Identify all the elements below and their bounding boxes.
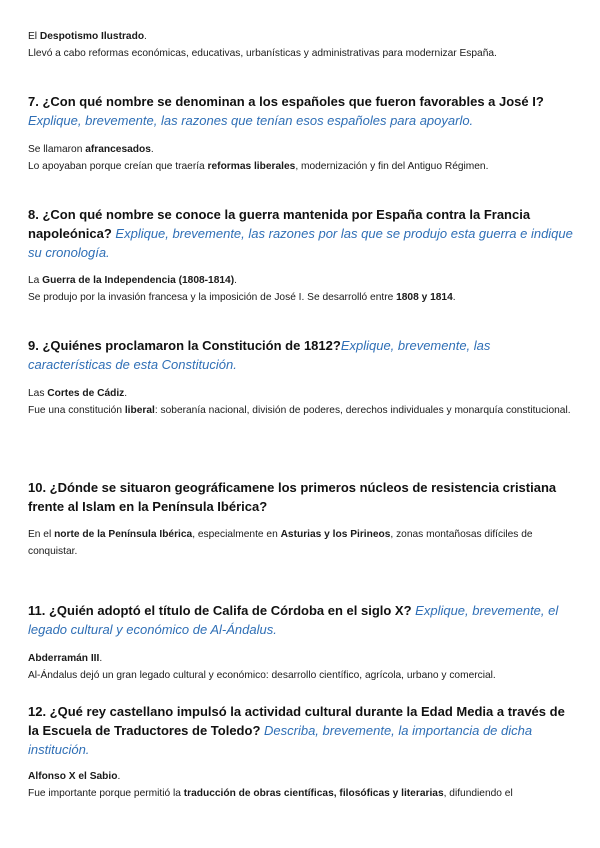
question-hint: Describa, brevemente, la importancia de dicha institución. [28, 723, 533, 757]
answer-line [28, 785, 576, 802]
answer-text: . [150, 144, 154, 155]
answer-bold: Guerra de la Independencia (1808-1814) [42, 275, 235, 286]
answer-line [28, 402, 576, 419]
question-11-title [28, 601, 576, 639]
answer-line [28, 289, 576, 306]
answer-bold: Despotismo Ilustrado [39, 31, 145, 42]
question-9-title [28, 336, 576, 374]
answer-text: Fue una constitución [28, 405, 125, 416]
answer-text: Las [28, 388, 48, 399]
question-8-title [28, 205, 576, 262]
answer-text: El [28, 31, 40, 42]
answer-text: Se llamaron [28, 144, 86, 155]
answer-bold: 1808 [396, 292, 419, 303]
question-11 [28, 601, 576, 639]
question-hint: Explique, brevemente, las características de esta Constitución. [28, 338, 491, 372]
question-hint: Explique, brevemente, el legado cultural y económico de Al-Ándalus. [28, 603, 559, 637]
question-7 [28, 92, 576, 130]
answer-text: Se produjo por la invasión francesa y la imposición de José I. Se desarrolló entre [28, 292, 397, 303]
question-12-title [28, 702, 576, 759]
answer-7 [28, 141, 576, 175]
answer-text: . [234, 275, 237, 286]
answer-text: . [452, 292, 456, 303]
question-text: 9. ¿Quiénes proclamaron la Constitución de 1812? [28, 338, 341, 353]
answer-line [28, 158, 576, 175]
question-text: 11. ¿Quién adoptó el título de Califa de Córdoba en el siglo X? [28, 603, 412, 618]
question-10 [28, 478, 576, 516]
answer-bold: liberal [124, 405, 155, 416]
answer-bold: norte de la Península Ibérica [54, 529, 193, 540]
answer-line [28, 650, 576, 667]
answer-text: Fue importante porque permitió la [28, 788, 184, 799]
question-7-title [28, 92, 576, 130]
answer-9 [28, 385, 576, 419]
answer-8 [28, 272, 576, 306]
question-hint: Explique, brevemente, las razones que tenían esos españoles para apoyarlo. [28, 113, 474, 128]
answer-12 [28, 768, 576, 802]
answer-text: , modernización y fin del Antiguo Régimen. [295, 161, 489, 172]
answer-bold: Alfonso X el Sabio [28, 771, 118, 782]
answer-line [28, 526, 576, 560]
question-text: 7. ¿Con qué nombre se denominan a los españoles que fueron favorables a José I? [28, 94, 544, 109]
answer-bold: Asturias y los Pirineos [280, 529, 391, 540]
answer-text: En el [28, 529, 55, 540]
answer-bold: y [418, 292, 431, 303]
answer-text: . [99, 653, 103, 664]
answer-10 [28, 526, 576, 560]
answer-text: Lo apoyaban porque creían que traería [28, 161, 208, 172]
answer-text: . [117, 771, 121, 782]
answer-line [28, 768, 576, 785]
question-9 [28, 336, 576, 374]
answer-text: : soberanía nacional, división de poderes, derechos individuales y monarquía constitucional. [154, 405, 571, 416]
answer-text: , zonas montañosas difíciles de conquistar. [28, 529, 533, 557]
question-text: 12. ¿Qué rey castellano impulsó la actividad cultural durante la Edad Media a través de la Escuela de Traductores de Toledo? [28, 704, 565, 738]
answer-line [28, 28, 576, 45]
answer-text: . [124, 388, 128, 399]
intro-answer [28, 28, 576, 62]
answer-line: Llevó a cabo reformas económicas, educativas, urbanísticas y administrativas para modernizar España. [28, 48, 497, 59]
answer-bold: 1814 [430, 292, 453, 303]
answer-text: La [28, 275, 43, 286]
question-10-title: 10. ¿Dónde se situaron geográficamene los primeros núcleos de resistencia cristiana frente al Islam en la Península Ibérica? [28, 480, 557, 514]
answer-bold: Cortes de Cádiz [47, 388, 125, 399]
question-text: 8. ¿Con qué nombre se conoce la guerra mantenida por España contra la Francia napoleónica? [28, 207, 531, 241]
question-12 [28, 702, 576, 759]
answer-text: . [144, 31, 147, 42]
answer-11 [28, 650, 576, 684]
answer-line [28, 385, 576, 402]
answer-line [28, 272, 576, 289]
answer-bold: reformas liberales [207, 161, 296, 172]
answer-bold: afrancesados [85, 144, 151, 155]
question-8 [28, 205, 576, 262]
question-hint: Explique, brevemente, las razones por las que se produjo esta guerra e indique su cronología. [28, 226, 573, 260]
answer-bold: Abderramán III [28, 653, 100, 664]
answer-line [28, 141, 576, 158]
answer-text: , especialmente en [192, 529, 281, 540]
answer-text: , difundiendo el [443, 788, 513, 799]
answer-bold: traducción de obras científicas, filosóficas y literarias [183, 788, 444, 799]
answer-line: Al-Ándalus dejó un gran legado cultural y económico: desarrollo científico, agrícola, urbano y comercial. [28, 670, 496, 681]
